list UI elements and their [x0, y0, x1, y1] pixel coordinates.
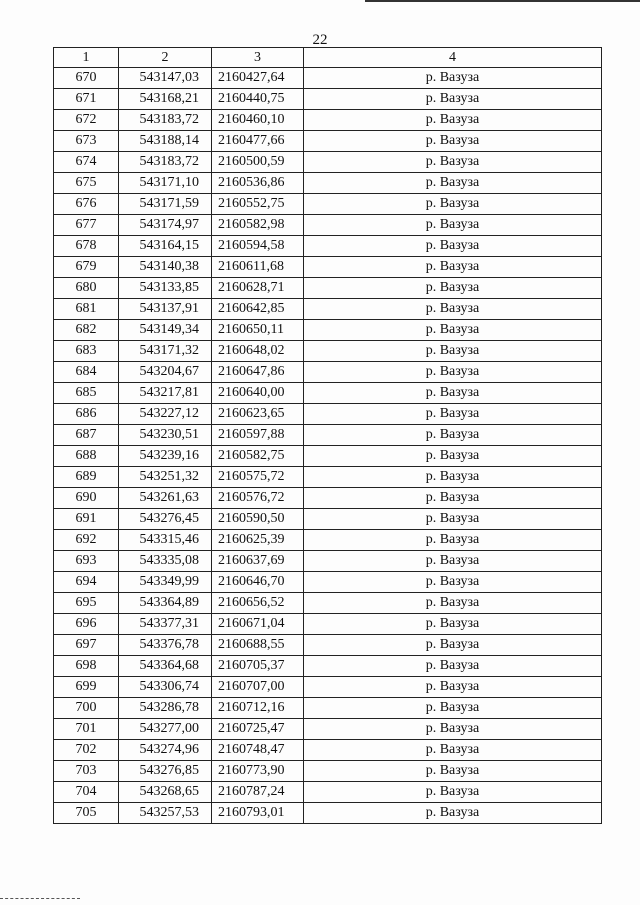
y-coordinate-cell: 2160611,68 — [212, 257, 304, 278]
y-coordinate-cell: 2160628,71 — [212, 278, 304, 299]
y-coordinate-cell: 2160590,50 — [212, 509, 304, 530]
point-number-cell: 679 — [54, 257, 119, 278]
description-cell: р. Вазуза — [304, 257, 602, 278]
table-row — [54, 362, 602, 383]
point-number-cell: 701 — [54, 719, 119, 740]
table-row — [54, 320, 602, 341]
point-number-cell: 698 — [54, 656, 119, 677]
description-cell: р. Вазуза — [304, 68, 602, 89]
point-number-cell: 686 — [54, 404, 119, 425]
table-row — [54, 257, 602, 278]
table-row — [54, 593, 602, 614]
x-coordinate-cell: 543217,81 — [119, 383, 212, 404]
x-coordinate-cell: 543149,34 — [119, 320, 212, 341]
point-number-cell: 671 — [54, 89, 119, 110]
table-row — [54, 404, 602, 425]
table-row — [54, 467, 602, 488]
y-coordinate-cell: 2160646,70 — [212, 572, 304, 593]
column-header-2: 2 — [119, 48, 212, 68]
description-cell: р. Вазуза — [304, 173, 602, 194]
table-row — [54, 383, 602, 404]
point-number-cell: 690 — [54, 488, 119, 509]
x-coordinate-cell: 543239,16 — [119, 446, 212, 467]
x-coordinate-cell: 543306,74 — [119, 677, 212, 698]
x-coordinate-cell: 543140,38 — [119, 257, 212, 278]
table-row — [54, 509, 602, 530]
table-row — [54, 782, 602, 803]
point-number-cell: 683 — [54, 341, 119, 362]
point-number-cell: 674 — [54, 152, 119, 173]
point-number-cell: 678 — [54, 236, 119, 257]
y-coordinate-cell: 2160642,85 — [212, 299, 304, 320]
y-coordinate-cell: 2160787,24 — [212, 782, 304, 803]
column-header-1: 1 — [54, 48, 119, 68]
description-cell: р. Вазуза — [304, 698, 602, 719]
table-row — [54, 488, 602, 509]
table-row — [54, 131, 602, 152]
x-coordinate-cell: 543364,89 — [119, 593, 212, 614]
table-row — [54, 635, 602, 656]
point-number-cell: 673 — [54, 131, 119, 152]
y-coordinate-cell: 2160582,75 — [212, 446, 304, 467]
description-cell: р. Вазуза — [304, 362, 602, 383]
table-body — [54, 68, 602, 824]
x-coordinate-cell: 543364,68 — [119, 656, 212, 677]
x-coordinate-cell: 543335,08 — [119, 551, 212, 572]
description-cell: р. Вазуза — [304, 782, 602, 803]
y-coordinate-cell: 2160773,90 — [212, 761, 304, 782]
x-coordinate-cell: 543276,85 — [119, 761, 212, 782]
x-coordinate-cell: 543204,67 — [119, 362, 212, 383]
description-cell: р. Вазуза — [304, 89, 602, 110]
description-cell: р. Вазуза — [304, 656, 602, 677]
point-number-cell: 703 — [54, 761, 119, 782]
table-row — [54, 740, 602, 761]
y-coordinate-cell: 2160793,01 — [212, 803, 304, 824]
x-coordinate-cell: 543268,65 — [119, 782, 212, 803]
top-rule — [365, 0, 640, 2]
x-coordinate-cell: 543261,63 — [119, 488, 212, 509]
y-coordinate-cell: 2160712,16 — [212, 698, 304, 719]
table-row — [54, 677, 602, 698]
y-coordinate-cell: 2160582,98 — [212, 215, 304, 236]
table-row — [54, 530, 602, 551]
x-coordinate-cell: 543315,46 — [119, 530, 212, 551]
x-coordinate-cell: 543286,78 — [119, 698, 212, 719]
x-coordinate-cell: 543174,97 — [119, 215, 212, 236]
point-number-cell: 691 — [54, 509, 119, 530]
y-coordinate-cell: 2160688,55 — [212, 635, 304, 656]
point-number-cell: 692 — [54, 530, 119, 551]
description-cell: р. Вазуза — [304, 446, 602, 467]
table-row — [54, 719, 602, 740]
x-coordinate-cell: 543227,12 — [119, 404, 212, 425]
point-number-cell: 705 — [54, 803, 119, 824]
x-coordinate-cell: 543133,85 — [119, 278, 212, 299]
page-number: 22 — [312, 32, 328, 48]
description-cell: р. Вазуза — [304, 551, 602, 572]
point-number-cell: 704 — [54, 782, 119, 803]
description-cell: р. Вазуза — [304, 341, 602, 362]
y-coordinate-cell: 2160575,72 — [212, 467, 304, 488]
y-coordinate-cell: 2160725,47 — [212, 719, 304, 740]
x-coordinate-cell: 543171,59 — [119, 194, 212, 215]
description-cell: р. Вазуза — [304, 425, 602, 446]
y-coordinate-cell: 2160477,66 — [212, 131, 304, 152]
point-number-cell: 675 — [54, 173, 119, 194]
description-cell: р. Вазуза — [304, 152, 602, 173]
x-coordinate-cell: 543147,03 — [119, 68, 212, 89]
x-coordinate-cell: 543377,31 — [119, 614, 212, 635]
x-coordinate-cell: 543171,10 — [119, 173, 212, 194]
y-coordinate-cell: 2160623,65 — [212, 404, 304, 425]
description-cell: р. Вазуза — [304, 572, 602, 593]
y-coordinate-cell: 2160576,72 — [212, 488, 304, 509]
x-coordinate-cell: 543274,96 — [119, 740, 212, 761]
y-coordinate-cell: 2160650,11 — [212, 320, 304, 341]
y-coordinate-cell: 2160625,39 — [212, 530, 304, 551]
table-row — [54, 341, 602, 362]
point-number-cell: 688 — [54, 446, 119, 467]
x-coordinate-cell: 543168,21 — [119, 89, 212, 110]
description-cell: р. Вазуза — [304, 614, 602, 635]
column-header-3: 3 — [212, 48, 304, 68]
table-row — [54, 110, 602, 131]
point-number-cell: 699 — [54, 677, 119, 698]
description-cell: р. Вазуза — [304, 509, 602, 530]
point-number-cell: 687 — [54, 425, 119, 446]
point-number-cell: 684 — [54, 362, 119, 383]
x-coordinate-cell: 543230,51 — [119, 425, 212, 446]
point-number-cell: 672 — [54, 110, 119, 131]
table-row — [54, 614, 602, 635]
y-coordinate-cell: 2160536,86 — [212, 173, 304, 194]
description-cell: р. Вазуза — [304, 635, 602, 656]
x-coordinate-cell: 543137,91 — [119, 299, 212, 320]
y-coordinate-cell: 2160637,69 — [212, 551, 304, 572]
point-number-cell: 693 — [54, 551, 119, 572]
point-number-cell: 682 — [54, 320, 119, 341]
table-row — [54, 215, 602, 236]
y-coordinate-cell: 2160705,37 — [212, 656, 304, 677]
table-row — [54, 194, 602, 215]
table-row — [54, 572, 602, 593]
table-header-row — [54, 48, 602, 68]
table-row — [54, 761, 602, 782]
y-coordinate-cell: 2160748,47 — [212, 740, 304, 761]
table-row — [54, 551, 602, 572]
description-cell: р. Вазуза — [304, 404, 602, 425]
y-coordinate-cell: 2160647,86 — [212, 362, 304, 383]
y-coordinate-cell: 2160500,59 — [212, 152, 304, 173]
y-coordinate-cell: 2160597,88 — [212, 425, 304, 446]
x-coordinate-cell: 543251,32 — [119, 467, 212, 488]
description-cell: р. Вазуза — [304, 761, 602, 782]
point-number-cell: 700 — [54, 698, 119, 719]
table-row — [54, 698, 602, 719]
point-number-cell: 681 — [54, 299, 119, 320]
table-row — [54, 656, 602, 677]
description-cell: р. Вазуза — [304, 719, 602, 740]
table-row — [54, 152, 602, 173]
y-coordinate-cell: 2160648,02 — [212, 341, 304, 362]
description-cell: р. Вазуза — [304, 299, 602, 320]
x-coordinate-cell: 543277,00 — [119, 719, 212, 740]
table-row — [54, 236, 602, 257]
y-coordinate-cell: 2160460,10 — [212, 110, 304, 131]
description-cell: р. Вазуза — [304, 131, 602, 152]
table-row — [54, 173, 602, 194]
description-cell: р. Вазуза — [304, 215, 602, 236]
y-coordinate-cell: 2160640,00 — [212, 383, 304, 404]
x-coordinate-cell: 543376,78 — [119, 635, 212, 656]
description-cell: р. Вазуза — [304, 740, 602, 761]
x-coordinate-cell: 543349,99 — [119, 572, 212, 593]
table-row — [54, 803, 602, 824]
description-cell: р. Вазуза — [304, 278, 602, 299]
table-row — [54, 68, 602, 89]
x-coordinate-cell: 543171,32 — [119, 341, 212, 362]
description-cell: р. Вазуза — [304, 383, 602, 404]
x-coordinate-cell: 543183,72 — [119, 152, 212, 173]
y-coordinate-cell: 2160594,58 — [212, 236, 304, 257]
table-row — [54, 278, 602, 299]
point-number-cell: 685 — [54, 383, 119, 404]
description-cell: р. Вазуза — [304, 110, 602, 131]
table-row — [54, 446, 602, 467]
description-cell: р. Вазуза — [304, 593, 602, 614]
point-number-cell: 696 — [54, 614, 119, 635]
x-coordinate-cell: 543257,53 — [119, 803, 212, 824]
y-coordinate-cell: 2160671,04 — [212, 614, 304, 635]
table-row — [54, 425, 602, 446]
x-coordinate-cell: 543164,15 — [119, 236, 212, 257]
y-coordinate-cell: 2160440,75 — [212, 89, 304, 110]
x-coordinate-cell: 543183,72 — [119, 110, 212, 131]
y-coordinate-cell: 2160656,52 — [212, 593, 304, 614]
table-row — [54, 89, 602, 110]
bottom-scan-mark — [0, 898, 80, 900]
table-row — [54, 299, 602, 320]
point-number-cell: 676 — [54, 194, 119, 215]
description-cell: р. Вазуза — [304, 467, 602, 488]
description-cell: р. Вазуза — [304, 194, 602, 215]
point-number-cell: 694 — [54, 572, 119, 593]
y-coordinate-cell: 2160707,00 — [212, 677, 304, 698]
y-coordinate-cell: 2160427,64 — [212, 68, 304, 89]
description-cell: р. Вазуза — [304, 530, 602, 551]
point-number-cell: 677 — [54, 215, 119, 236]
description-cell: р. Вазуза — [304, 677, 602, 698]
description-cell: р. Вазуза — [304, 236, 602, 257]
point-number-cell: 689 — [54, 467, 119, 488]
coordinates-table — [53, 47, 602, 824]
description-cell: р. Вазуза — [304, 320, 602, 341]
column-header-4: 4 — [304, 48, 602, 68]
point-number-cell: 680 — [54, 278, 119, 299]
x-coordinate-cell: 543276,45 — [119, 509, 212, 530]
description-cell: р. Вазуза — [304, 488, 602, 509]
x-coordinate-cell: 543188,14 — [119, 131, 212, 152]
point-number-cell: 702 — [54, 740, 119, 761]
point-number-cell: 695 — [54, 593, 119, 614]
point-number-cell: 697 — [54, 635, 119, 656]
y-coordinate-cell: 2160552,75 — [212, 194, 304, 215]
description-cell: р. Вазуза — [304, 803, 602, 824]
point-number-cell: 670 — [54, 68, 119, 89]
